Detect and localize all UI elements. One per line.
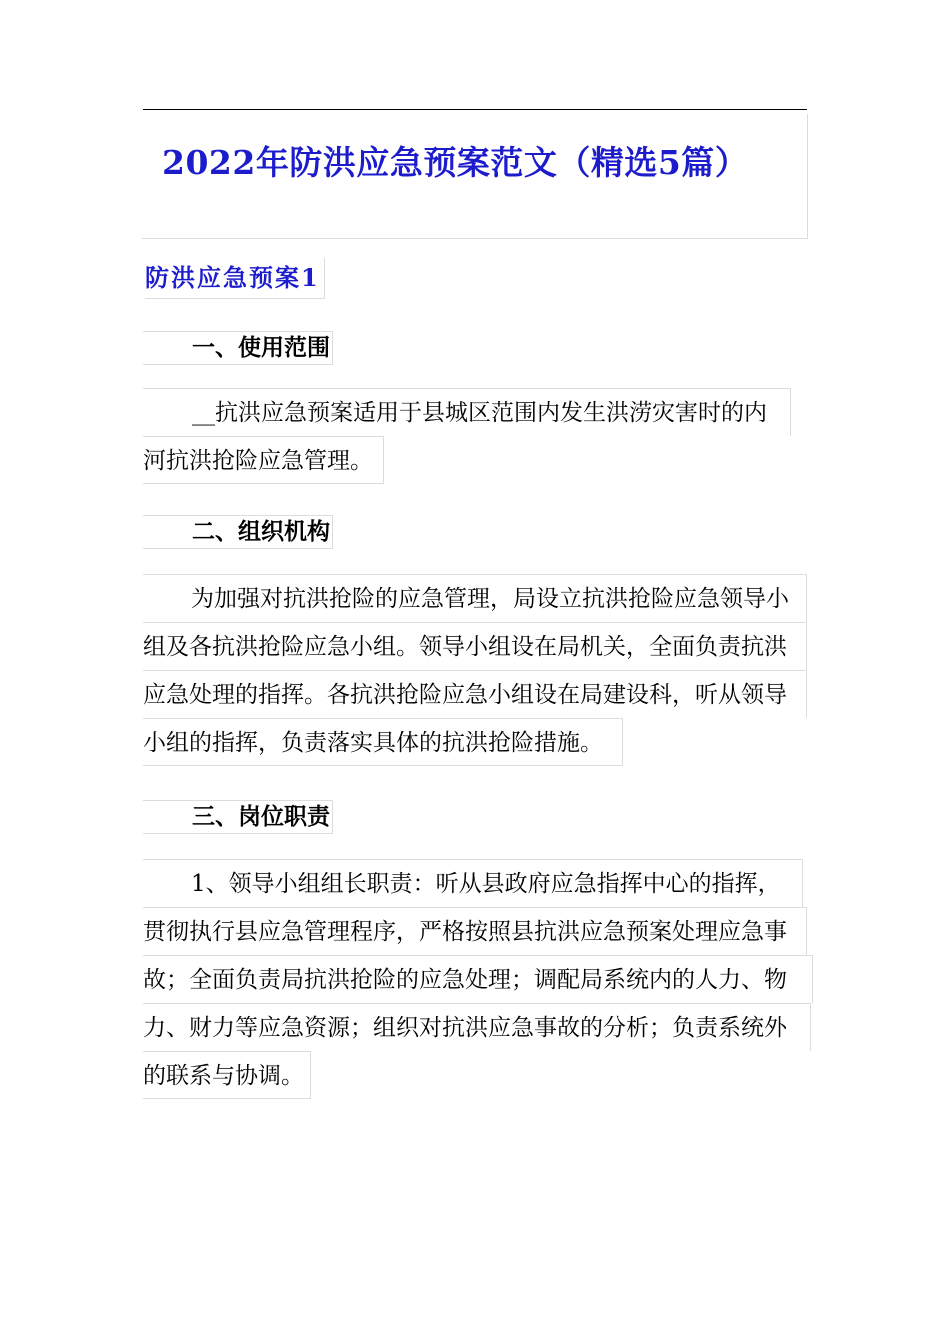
heading-scope: 一、使用范围 [143,331,333,365]
document-title: 2022年防洪应急预案范文（精选5篇） [162,143,749,182]
paragraph-line: 河抗洪抢险应急管理。 [143,436,384,484]
paragraph-line: 贯彻执行县应急管理程序，严格按照县抗洪应急预案处理应急事 [143,907,807,955]
paragraph-scope [143,388,791,484]
paragraph-line: 的联系与协调。 [143,1051,311,1099]
paragraph-line: 力、财力等应急资源；组织对抗洪应急事故的分析；负责系统外 [143,1003,811,1051]
paragraph-line: 1、领导小组组长职责：听从县政府应急指挥中心的指挥， [143,859,803,907]
paragraph-line: __抗洪应急预案适用于县城区范围内发生洪涝灾害时的内 [143,388,791,436]
paragraph-line: 组及各抗洪抢险应急小组。领导小组设在局机关，全面负责抗洪 [143,622,807,670]
paragraph-organization [143,574,807,766]
paragraph-line: 应急处理的指挥。各抗洪抢险应急小组设在局建设科，听从领导 [143,670,807,718]
heading-duties: 三、岗位职责 [143,800,333,834]
heading-organization: 二、组织机构 [143,515,333,549]
section-title: 防洪应急预案1 [145,258,325,299]
paragraph-line: 为加强对抗洪抢险的应急管理，局设立抗洪抢险应急领导小 [143,574,807,622]
paragraph-line: 小组的指挥，负责落实具体的抗洪抢险措施。 [143,718,623,766]
paragraph-duties [143,859,813,1099]
top-rule [143,109,807,110]
paragraph-line: 故；全面负责局抗洪抢险的应急处理；调配局系统内的人力、物 [143,955,813,1003]
